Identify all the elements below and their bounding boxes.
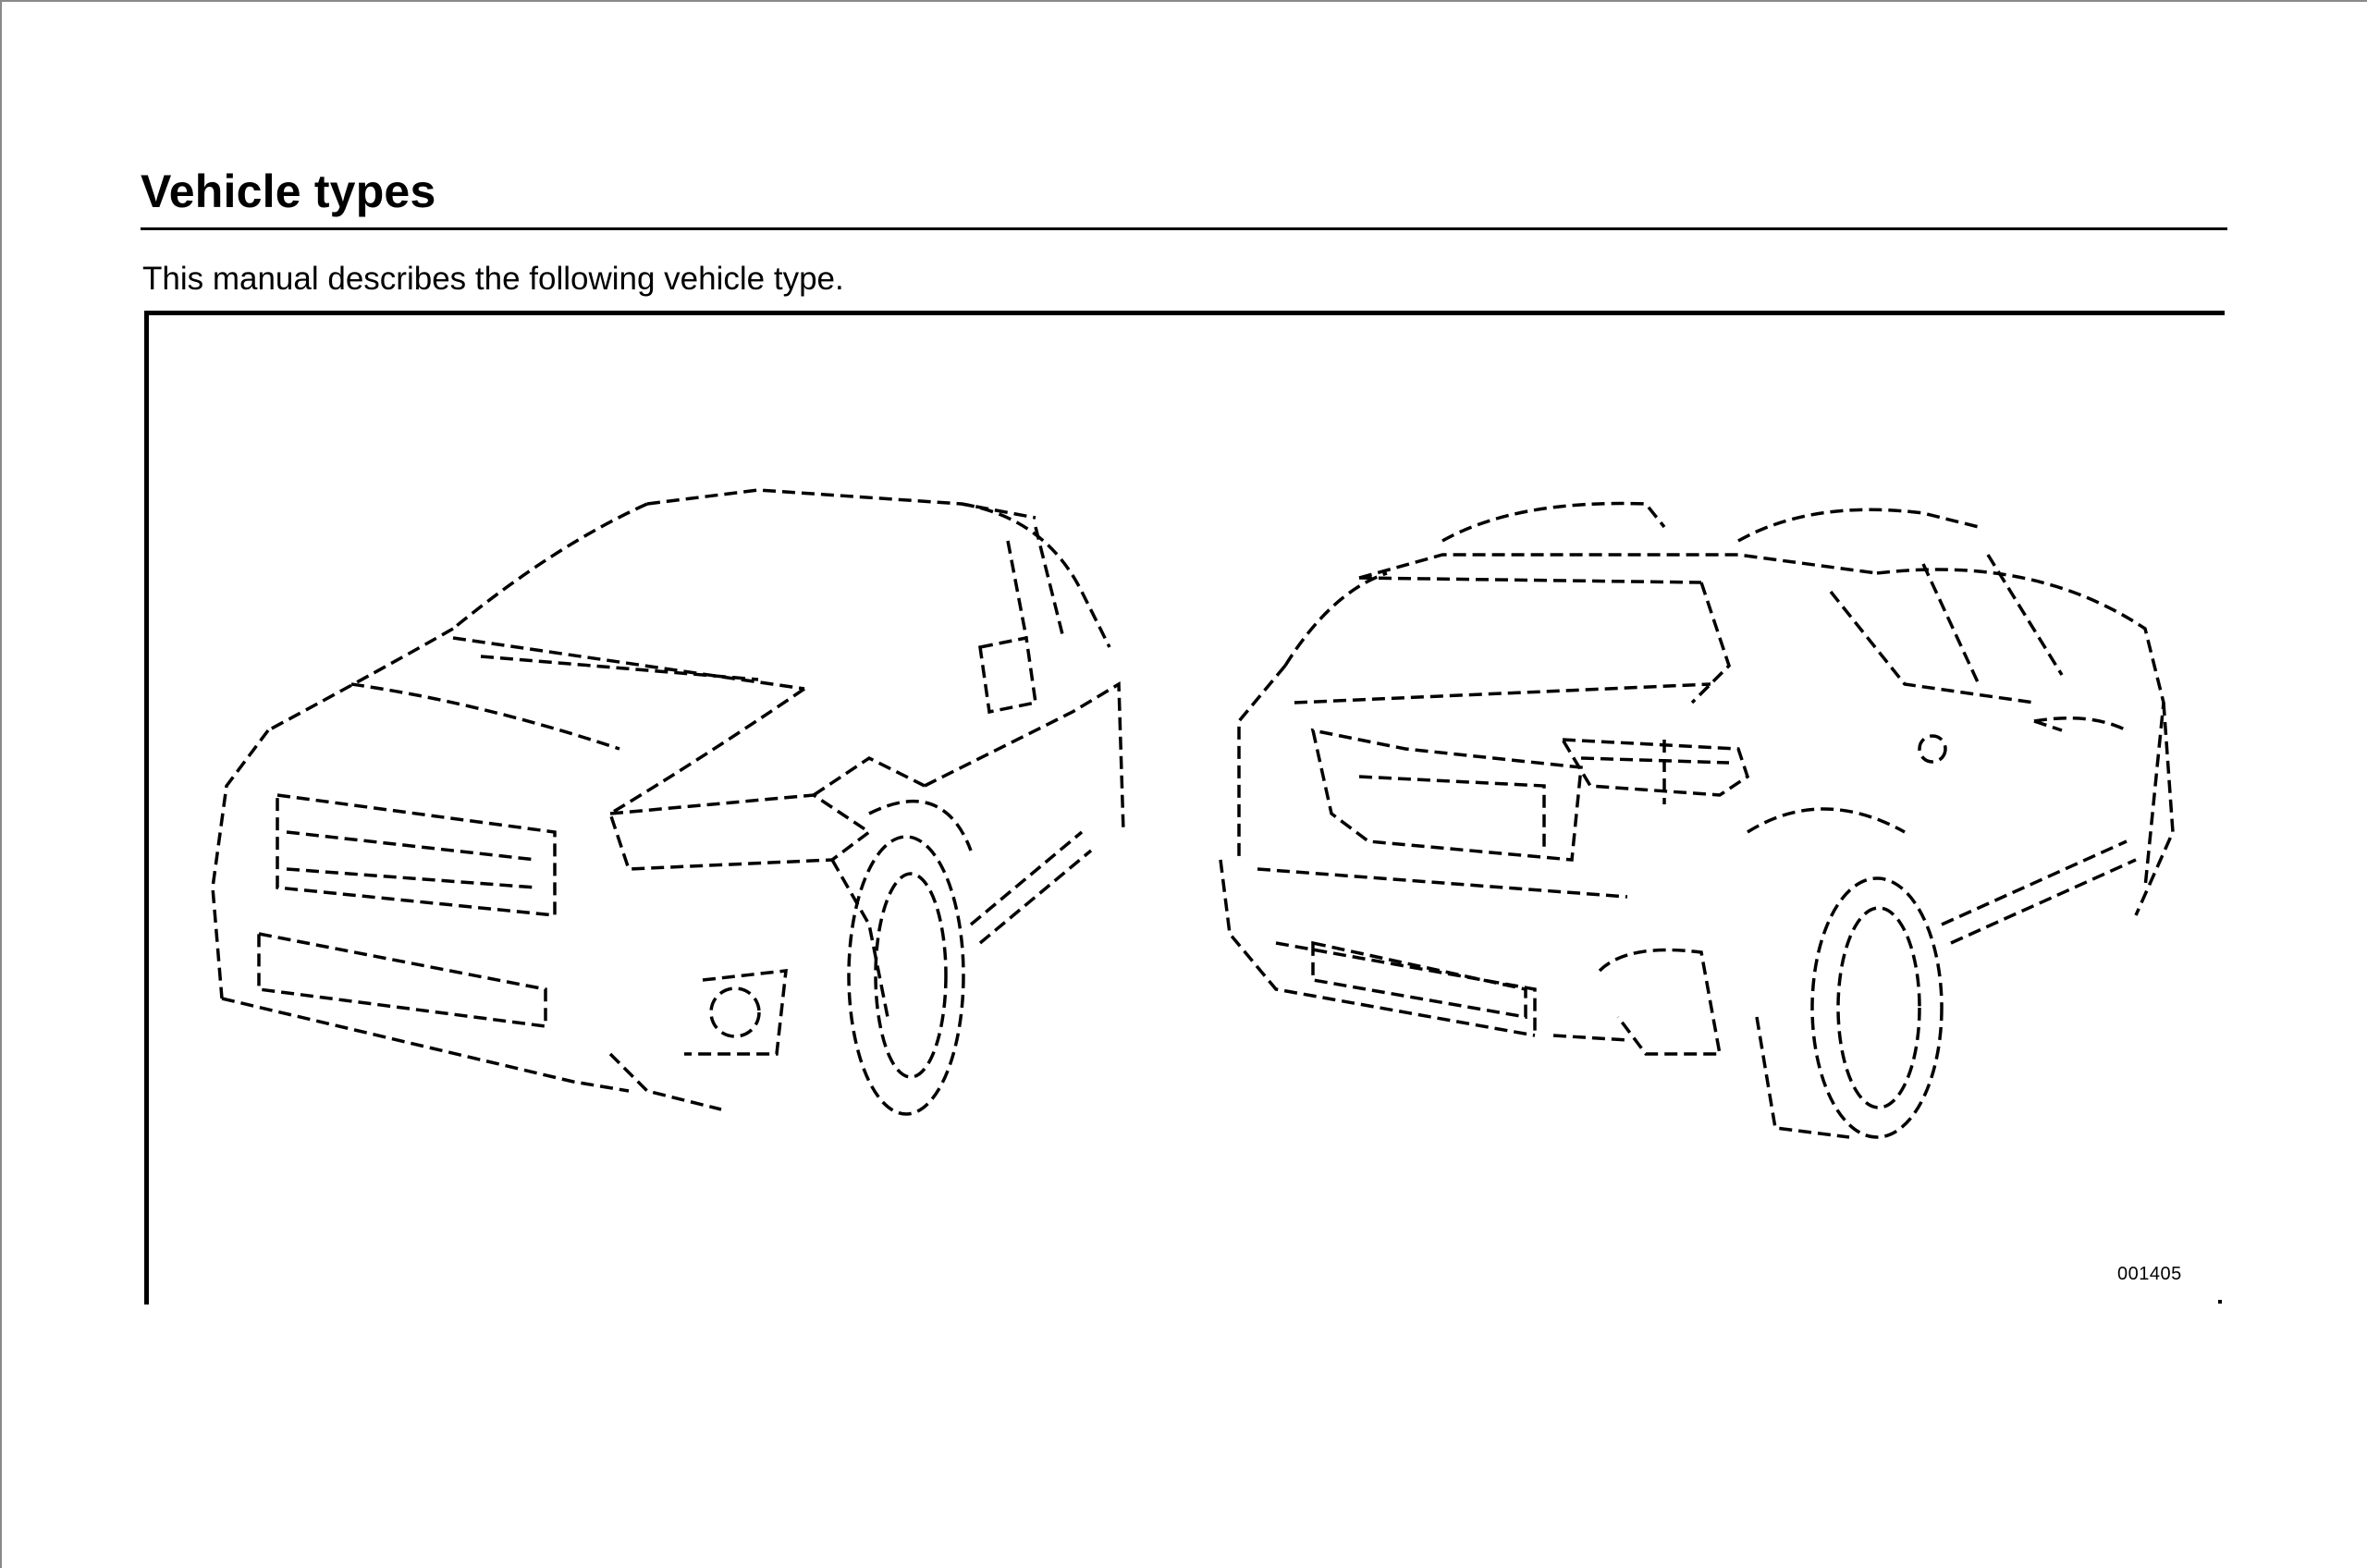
vehicle-front-view: [213, 490, 1123, 1114]
intro-text: This manual describes the following vehicle type.: [142, 261, 844, 297]
figure-code: 001405: [2117, 1264, 2182, 1284]
figure-dot: [2218, 1300, 2222, 1304]
vehicle-rear-view: [1220, 504, 2173, 1138]
section-title: Vehicle types: [141, 165, 436, 217]
